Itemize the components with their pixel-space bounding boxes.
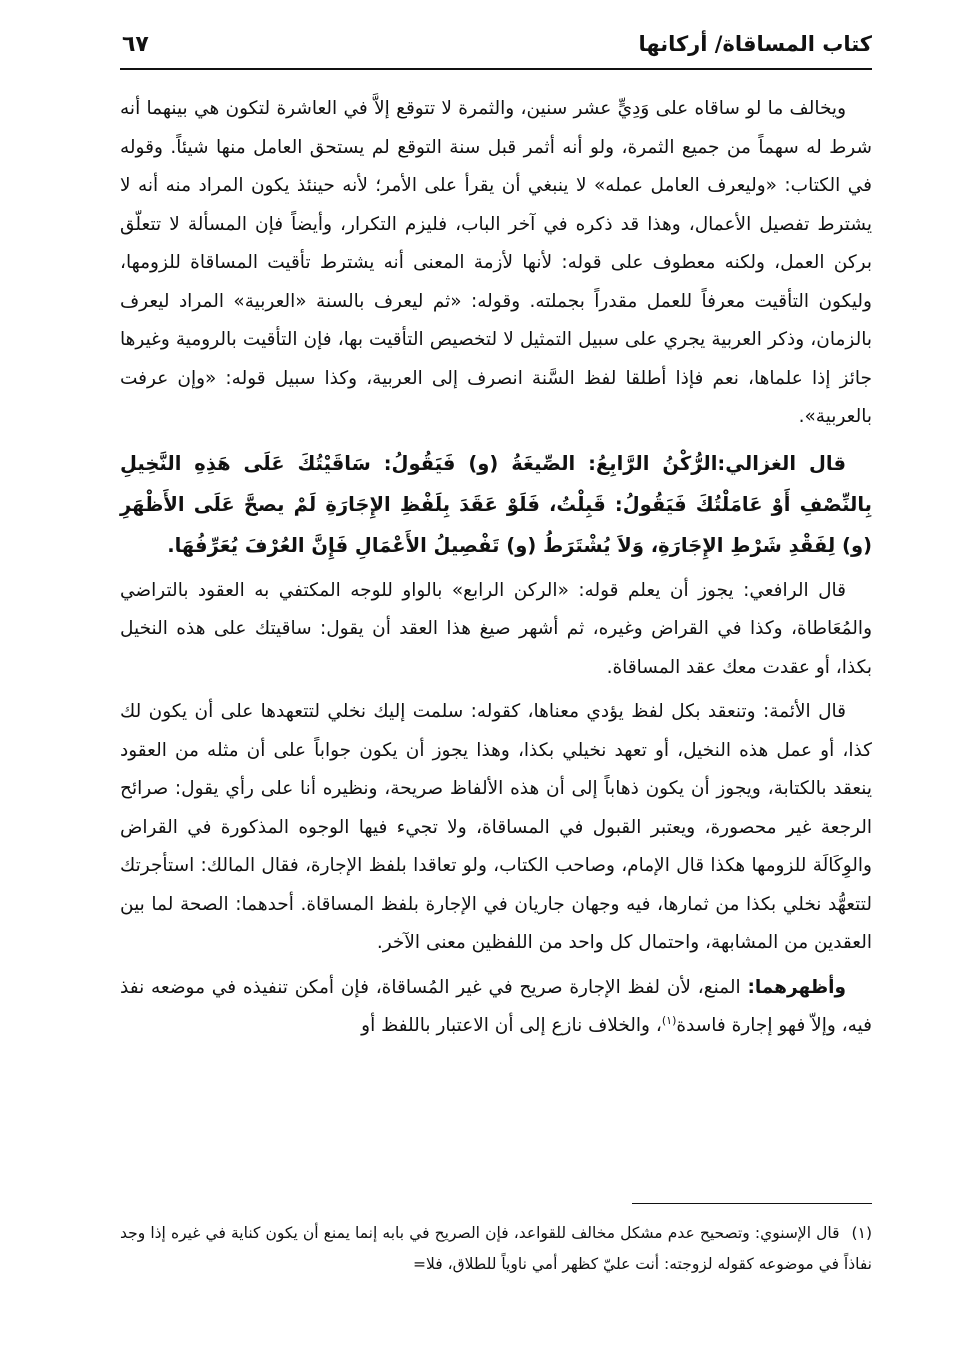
body-text bbox=[120, 90, 872, 1046]
paragraph-rafii-commentary bbox=[120, 572, 872, 688]
footnote-text: قال الإسنوي: وتصحيح عدم مشكل مخالف للقواعد، فإن الصريح في بابه إنما يمنع أن يكون كناية في غيره إذا وجد نفاذاً في موضوعه كقوله لزوجته: أنت عليّ كظهر أمي ناوياً للطلاق، فلا= bbox=[120, 1224, 872, 1273]
paragraph-text: قال الأئمة: وتنعقد بكل لفظ يؤدي معناها، كقوله: سلمت إليك نخلي لتتعهدها على أن يكون لك كذا، أو عمل هذه النخيل، أو تعهد نخيلي بكذا، وهذا يجوز أن يكون جواباً على أن مثله من العقود ينعقد بالكتابة، ويجوز أن يكون ذهاباً إلى أن هذه الألفاظ صريحة، ونظيره أنا على رأي يقول: صرائح الرجعة غير محصورة، ويعتبر القبول في المساقاة، ولا تجيء فيها الوجوه المذكورة في القراض والوِكَالَة للزومها هكذا قال الإمام، وصاحب الكتاب، ولو تعاقدا بلفظ الإجارة، فقال المالك: استأجرتك لتتعهُّد نخلي بكذا من ثمارها، فيه وجهان جاريان في الإجارة بلفظ المساقاة. أحدهما: الصحة لما بين العقدين من المشابهة، واحتمال كل واحد من اللفظين معنى الآخر. bbox=[120, 701, 872, 953]
running-header bbox=[120, 28, 872, 70]
footnote-rule bbox=[632, 1203, 872, 1204]
paragraph-lead: قال الغزالي: bbox=[717, 451, 847, 475]
paragraph-imams-opinion bbox=[120, 693, 872, 963]
paragraph-text: قال الرافعي: يجوز أن يعلم قوله: «الركن الرابع» بالواو للوجه المكتفي به العقود بالتراضي والمُعَاطاة، وكذا في القراض وغيره، ثم أشهر صيغ هذا العقد أن يقول: ساقيتك على هذه النخيل بكذا، أو عقدت معك عقد المساقاة. bbox=[120, 579, 872, 678]
paragraph-text: المنع، لأن لفظ الإجارة صريح في غير المُساقاة، فإن أمكن تنفيذه في موضعه نفذ فيه، وإلاّ فهو إجارة فاسدة bbox=[120, 976, 872, 1036]
footnote-marker: (١) bbox=[851, 1224, 872, 1242]
paragraph-text-tail: ، والخلاف نازع إلى أن الاعتبار باللفظ أو bbox=[361, 1015, 662, 1036]
footnote-reference[interactable]: (١) bbox=[661, 1013, 677, 1027]
book-page bbox=[120, 28, 872, 1348]
paragraph-ghazali-text bbox=[120, 443, 872, 566]
header-rule bbox=[120, 68, 872, 70]
footnote bbox=[120, 1218, 872, 1280]
paragraph-preferred-view bbox=[120, 969, 872, 1046]
paragraph-lead: وأظهرهما: bbox=[747, 976, 846, 998]
paragraph-commentary-continuation bbox=[120, 90, 872, 437]
page-number: ٦٧ bbox=[122, 32, 149, 57]
running-title: كتاب المساقاة/ أركانها bbox=[638, 32, 872, 56]
paragraph-text: ويخالف ما لو ساقاه على وَدِيٍّ عشر سنين، والثمرة لا تتوقع إلاَّ في العاشرة لتكون هي بينهما أنه شرط له سهماً من جميع الثمرة، ولو أنه أثمر قبل سنة التوقع لم يستحق العامل منها شيئاً. وقوله في الكتاب: «وليعرف العامل عمله» لا ينبغي أن يقرأ على الأمر؛ لأنه حينئذ يكون المراد منه أنه لا يشترط تفصيل الأعمال، وهذا قد ذكره في آخر الباب، فليزم التكرار، وأيضاً فإن المسألة لا تتعلّق بركن العمل، ولكنه معطوف على قوله: لأنها لأزمة المعنى أنه يشترط تأقيت المساقاة للزومها، وليكون التأقيت معرفاً للعمل مقدراً بجملته. وقوله: «ثم ليعرف بالسنة «العربية» المراد ليعرف بالزمان، وذكر العربية يجري على سبيل التمثيل لا لتخصيص التأقيت بها، فإن التأقيت بالرومية وغيرها جائز إذا علماها، نعم فإذا أطلقا لفظ السَّنة انصرف إلى العربية، وكذا سبيل قوله: «وإن عرفت بالعربية». bbox=[120, 98, 872, 427]
paragraph-text: الرُّكْنُ الرَّابِعُ: الصِّيغَةُ (و) فَيَقُولُ: سَاقَيْتُكَ عَلَى هَذِهِ النَّخِيلِ بِالنِّصْفِ أَوْ عَامَلْتُكَ فَيَقُولُ: قَبِلْتُ، فَلَوْ عَقَدَ بِلَفْظِ الإِجَارَةِ لَمْ يصحَّ عَلَى الأَظْهَرِ (و) لِفَقْدِ شَرْطِ الإِجَارَةِ، وَلاَ يُشْتَرَطُ (و) تَفْصِيلُ الأَعْمَالِ فَإِنَّ العُرْفَ يُعَرِّفُهَا. bbox=[120, 451, 872, 557]
footnote-area bbox=[120, 1203, 872, 1296]
